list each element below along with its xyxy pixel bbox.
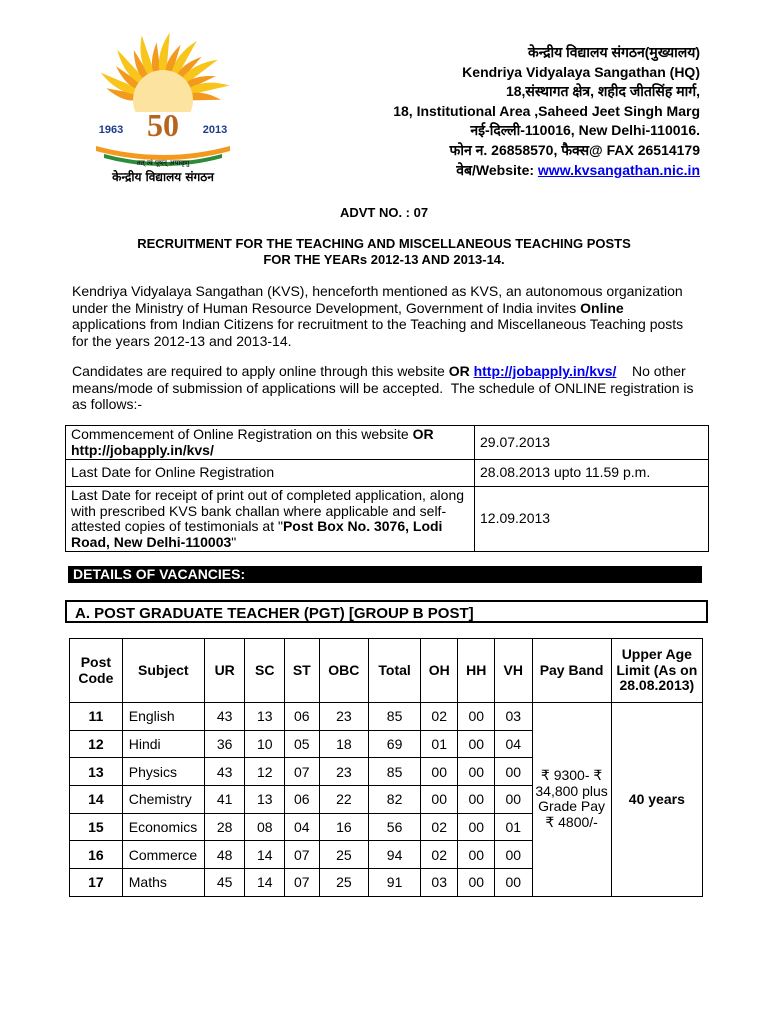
cell-vh: 04 [495, 730, 533, 758]
cell-ur: 43 [204, 758, 245, 786]
cell-st: 07 [285, 758, 319, 786]
col-header: VH [495, 639, 533, 703]
cell-subject: Maths [122, 869, 204, 897]
website-link[interactable]: www.kvsangathan.nic.in [537, 161, 700, 178]
schedule-date: 28.08.2013 upto 11.59 p.m. [475, 460, 709, 487]
website-line [393, 161, 700, 181]
cell-oh: 02 [420, 813, 458, 841]
apply-paragraph [72, 363, 700, 413]
col-header: SC [245, 639, 285, 703]
cell-obc: 16 [319, 813, 369, 841]
table-row [70, 703, 703, 731]
cell-sc: 14 [245, 869, 285, 897]
cell-st: 07 [285, 869, 319, 897]
cell-ur: 36 [204, 730, 245, 758]
cell-code: 12 [70, 730, 123, 758]
kvs-logo [78, 18, 248, 186]
cell-total: 85 [369, 703, 421, 731]
recruitment-title-line: FOR THE YEARs 2012-13 AND 2013-14. [263, 252, 505, 267]
pay-band-cell: ₹ 9300- ₹ 34,800 plus Grade Pay ₹ 4800/- [532, 703, 611, 897]
cell-oh: 02 [420, 841, 458, 869]
cell-total: 69 [369, 730, 421, 758]
logo-name-hindi: केन्द्रीय विद्यालय संगठन [112, 170, 214, 184]
cell-subject: Chemistry [122, 786, 204, 814]
schedule-date: 29.07.2013 [475, 426, 709, 460]
col-header: UR [204, 639, 245, 703]
schedule-event: Last Date for Online Registration [66, 460, 475, 487]
cell-oh: 03 [420, 869, 458, 897]
cell-hh: 00 [458, 786, 495, 814]
cell-oh: 00 [420, 758, 458, 786]
sun-ray [190, 93, 221, 101]
cell-obc: 23 [319, 758, 369, 786]
intro-bold: Online [580, 299, 624, 316]
intro-paragraph [72, 283, 700, 349]
cell-sc: 13 [245, 703, 285, 731]
cell-hh: 00 [458, 703, 495, 731]
intro-text: Kendriya Vidyalaya Sangathan (KVS), henceforth mentioned as KVS, an autonomous organization under the Ministry of Human Resource Development, Government of India invites [72, 283, 683, 316]
cell-total: 82 [369, 786, 421, 814]
cell-subject: English [122, 703, 204, 731]
cell-sc: 10 [245, 730, 285, 758]
cell-total: 91 [369, 869, 421, 897]
cell-obc: 18 [319, 730, 369, 758]
cell-oh: 01 [420, 730, 458, 758]
pgt-vacancy-table [69, 638, 703, 897]
address-line: 18,संस्थागत क्षेत्र, शहीद जीतसिंह मार्ग, [505, 83, 700, 100]
cell-code: 16 [70, 841, 123, 869]
table-row [66, 460, 709, 487]
address-line: नई-दिल्ली-110016, New Delhi-110016. [470, 122, 700, 139]
cell-st: 06 [285, 786, 319, 814]
cell-total: 56 [369, 813, 421, 841]
schedule-text: Last Date for receipt of print out of completed application, along with prescribed KVS bank challan where applicable and self-attested copies of testimonials at " [71, 487, 465, 534]
cell-vh: 01 [495, 813, 533, 841]
cell-sc: 13 [245, 786, 285, 814]
schedule-event [66, 426, 475, 460]
registration-schedule-table [65, 425, 709, 552]
schedule-event [66, 487, 475, 552]
cell-sc: 12 [245, 758, 285, 786]
cell-vh: 00 [495, 869, 533, 897]
col-header: OH [420, 639, 458, 703]
table-row [66, 426, 709, 460]
cell-oh: 02 [420, 703, 458, 731]
cell-ur: 43 [204, 703, 245, 731]
cell-ur: 41 [204, 786, 245, 814]
cell-hh: 00 [458, 869, 495, 897]
logo-year-left: 1963 [98, 124, 124, 136]
cell-hh: 00 [458, 730, 495, 758]
pgt-heading: A. POST GRADUATE TEACHER (PGT) [GROUP B POST] [65, 600, 708, 623]
cell-hh: 00 [458, 841, 495, 869]
address-line: 18, Institutional Area ,Saheed Jeet Singh Marg [393, 102, 700, 119]
cell-vh: 00 [495, 758, 533, 786]
col-header: Post Code [70, 639, 123, 703]
cell-hh: 00 [458, 758, 495, 786]
col-header: Subject [122, 639, 204, 703]
cell-ur: 48 [204, 841, 245, 869]
apply-text: No other means/mode of submission of applications will be accepted. The schedule of ONLINE registration is as follows:- [72, 363, 698, 412]
address-line: केन्द्रीय विद्यालय संगठन(मुख्यालय) [528, 44, 700, 60]
apply-text: Candidates are required to apply online through this website [72, 363, 449, 379]
cell-subject: Commerce [122, 841, 204, 869]
cell-st: 05 [285, 730, 319, 758]
age-limit-cell: 40 years [611, 703, 702, 897]
recruitment-title-line: RECRUITMENT FOR THE TEACHING AND MISCELLANEOUS TEACHING POSTS [137, 236, 631, 251]
schedule-text: Commencement of Online Registration on this website [71, 426, 413, 442]
cell-oh: 00 [420, 786, 458, 814]
cell-subject: Physics [122, 758, 204, 786]
logo-year-right: 2013 [202, 124, 228, 136]
cell-vh: 03 [495, 703, 533, 731]
schedule-or: OR [412, 426, 434, 442]
cell-hh: 00 [458, 813, 495, 841]
cell-st: 06 [285, 703, 319, 731]
cell-vh: 00 [495, 786, 533, 814]
cell-code: 14 [70, 786, 123, 814]
cell-obc: 22 [319, 786, 369, 814]
col-header: OBC [319, 639, 369, 703]
cell-subject: Economics [122, 813, 204, 841]
jobapply-link[interactable]: http://jobapply.in/kvs/ [473, 363, 617, 379]
cell-code: 11 [70, 703, 123, 731]
cell-code: 17 [70, 869, 123, 897]
cell-ur: 45 [204, 869, 245, 897]
cell-total: 94 [369, 841, 421, 869]
address-block [393, 43, 700, 180]
table-header-row [70, 639, 703, 703]
logo-fifty: 50 [147, 107, 179, 143]
schedule-date: 12.09.2013 [475, 487, 709, 552]
cell-total: 85 [369, 758, 421, 786]
cell-vh: 00 [495, 841, 533, 869]
recruitment-title [0, 236, 768, 268]
schedule-address: Post Box No. 3076, Lodi Road, New Delhi-110003 [71, 518, 443, 550]
advt-number: ADVT NO. : 07 [339, 205, 429, 220]
cell-subject: Hindi [122, 730, 204, 758]
col-header: Upper Age Limit (As on 28.08.2013) [611, 639, 702, 703]
col-header: ST [285, 639, 319, 703]
website-label: वेब/Website: [456, 161, 538, 178]
schedule-link: http://jobapply.in/kvs/ [71, 441, 214, 458]
col-header: HH [458, 639, 495, 703]
logo-motto: तत् त्वं पूषन् अपावृणु [136, 159, 190, 167]
cell-code: 15 [70, 813, 123, 841]
col-header: Total [369, 639, 421, 703]
cell-code: 13 [70, 758, 123, 786]
cell-st: 04 [285, 813, 319, 841]
cell-obc: 23 [319, 703, 369, 731]
cell-sc: 14 [245, 841, 285, 869]
cell-ur: 28 [204, 813, 245, 841]
address-line: Kendriya Vidyalaya Sangathan (HQ) [462, 63, 700, 80]
intro-text: applications from Indian Citizens for recruitment to the Teaching and Miscellaneous Teaching posts for the years 2012-13 and 2013-14. [72, 316, 684, 349]
table-row [66, 487, 709, 552]
cell-obc: 25 [319, 841, 369, 869]
col-header: Pay Band [532, 639, 611, 703]
apply-or: OR [448, 363, 470, 379]
schedule-text: " [231, 533, 237, 550]
cell-sc: 08 [245, 813, 285, 841]
cell-st: 07 [285, 841, 319, 869]
phone-fax-line: फोन न. 26858570, फैक्स@ FAX 26514179 [449, 141, 700, 158]
vacancy-table-body [70, 703, 703, 897]
vacancies-heading: DETAILS OF VACANCIES: [68, 566, 702, 583]
cell-obc: 25 [319, 869, 369, 897]
